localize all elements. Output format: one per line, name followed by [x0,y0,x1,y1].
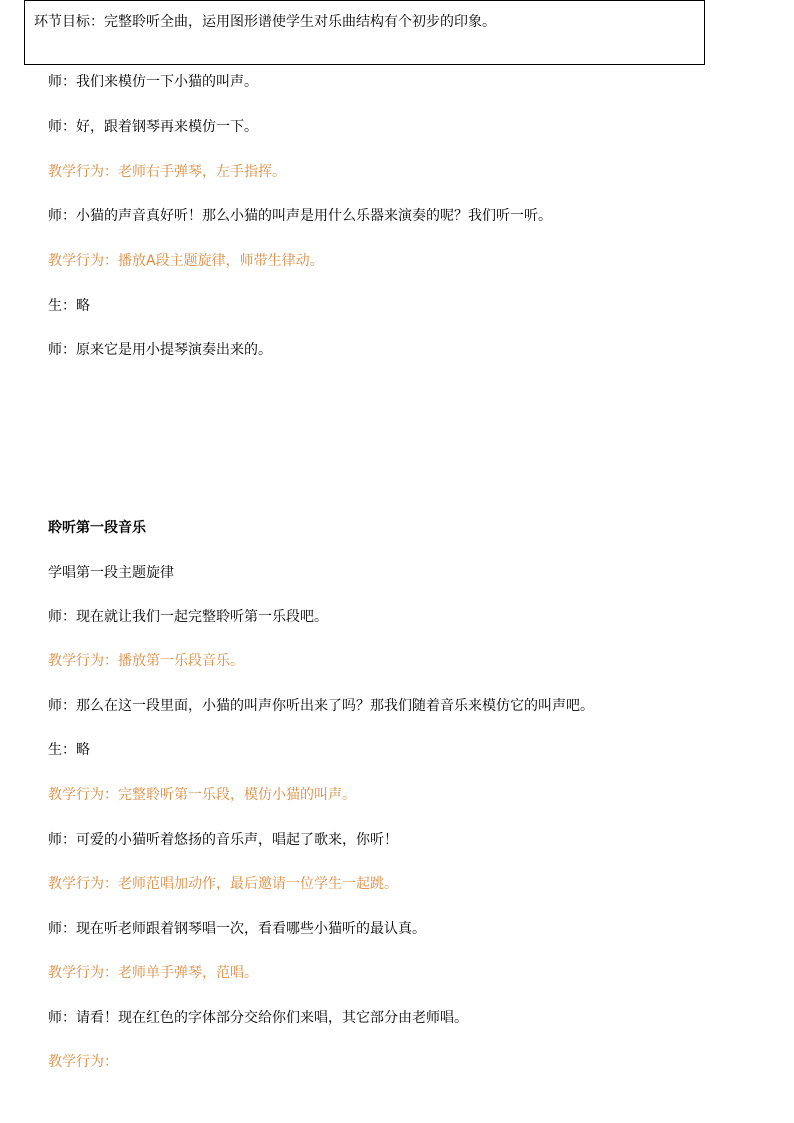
teacher-line: 师：那么在这一段里面，小猫的叫声你听出来了吗？那我们随着音乐来模仿它的叫声吧。 [48,698,594,714]
student-line: 生：略 [48,298,90,314]
teaching-action-line: 教学行为：播放第一乐段音乐。 [48,653,244,669]
teacher-line: 师：我们来模仿一下小猫的叫声。 [48,74,258,90]
goal-box [24,0,705,65]
teacher-line: 师：小猫的声音真好听！那么小猫的叫声是用什么乐器来演奏的呢？我们听一听。 [48,208,552,224]
teacher-line: 师：原来它是用小提琴演奏出来的。 [48,342,272,358]
goal-text: 环节目标：完整聆听全曲，运用图形谱使学生对乐曲结构有个初步的印象。 [34,14,496,30]
teaching-action-line: 教学行为：老师单手弹琴，范唱。 [48,965,258,981]
teacher-line: 师：现在听老师跟着钢琴唱一次，看看哪些小猫听的最认真。 [48,921,426,937]
teacher-line: 师：好，跟着钢琴再来模仿一下。 [48,119,258,135]
teaching-action-line: 教学行为：播放A段主题旋律，师带生律动。 [48,253,324,269]
teaching-action-line: 教学行为：老师范唱加动作，最后邀请一位学生一起跳。 [48,876,398,892]
teaching-action-line: 教学行为：老师右手弹琴，左手指挥。 [48,164,286,180]
teacher-line: 师：现在就让我们一起完整聆听第一乐段吧。 [48,609,328,625]
teaching-action-line: 教学行为：完整聆听第一乐段，模仿小猫的叫声。 [48,787,356,803]
teaching-action-line: 教学行为： [48,1054,118,1070]
teacher-line: 师：请看！现在红色的字体部分交给你们来唱，其它部分由老师唱。 [48,1010,468,1026]
section-subheading: 学唱第一段主题旋律 [48,565,174,581]
teacher-line: 师：可爱的小猫听着悠扬的音乐声，唱起了歌来，你听！ [48,832,398,848]
student-line: 生：略 [48,742,90,758]
section-heading: 聆听第一段音乐 [48,520,146,536]
